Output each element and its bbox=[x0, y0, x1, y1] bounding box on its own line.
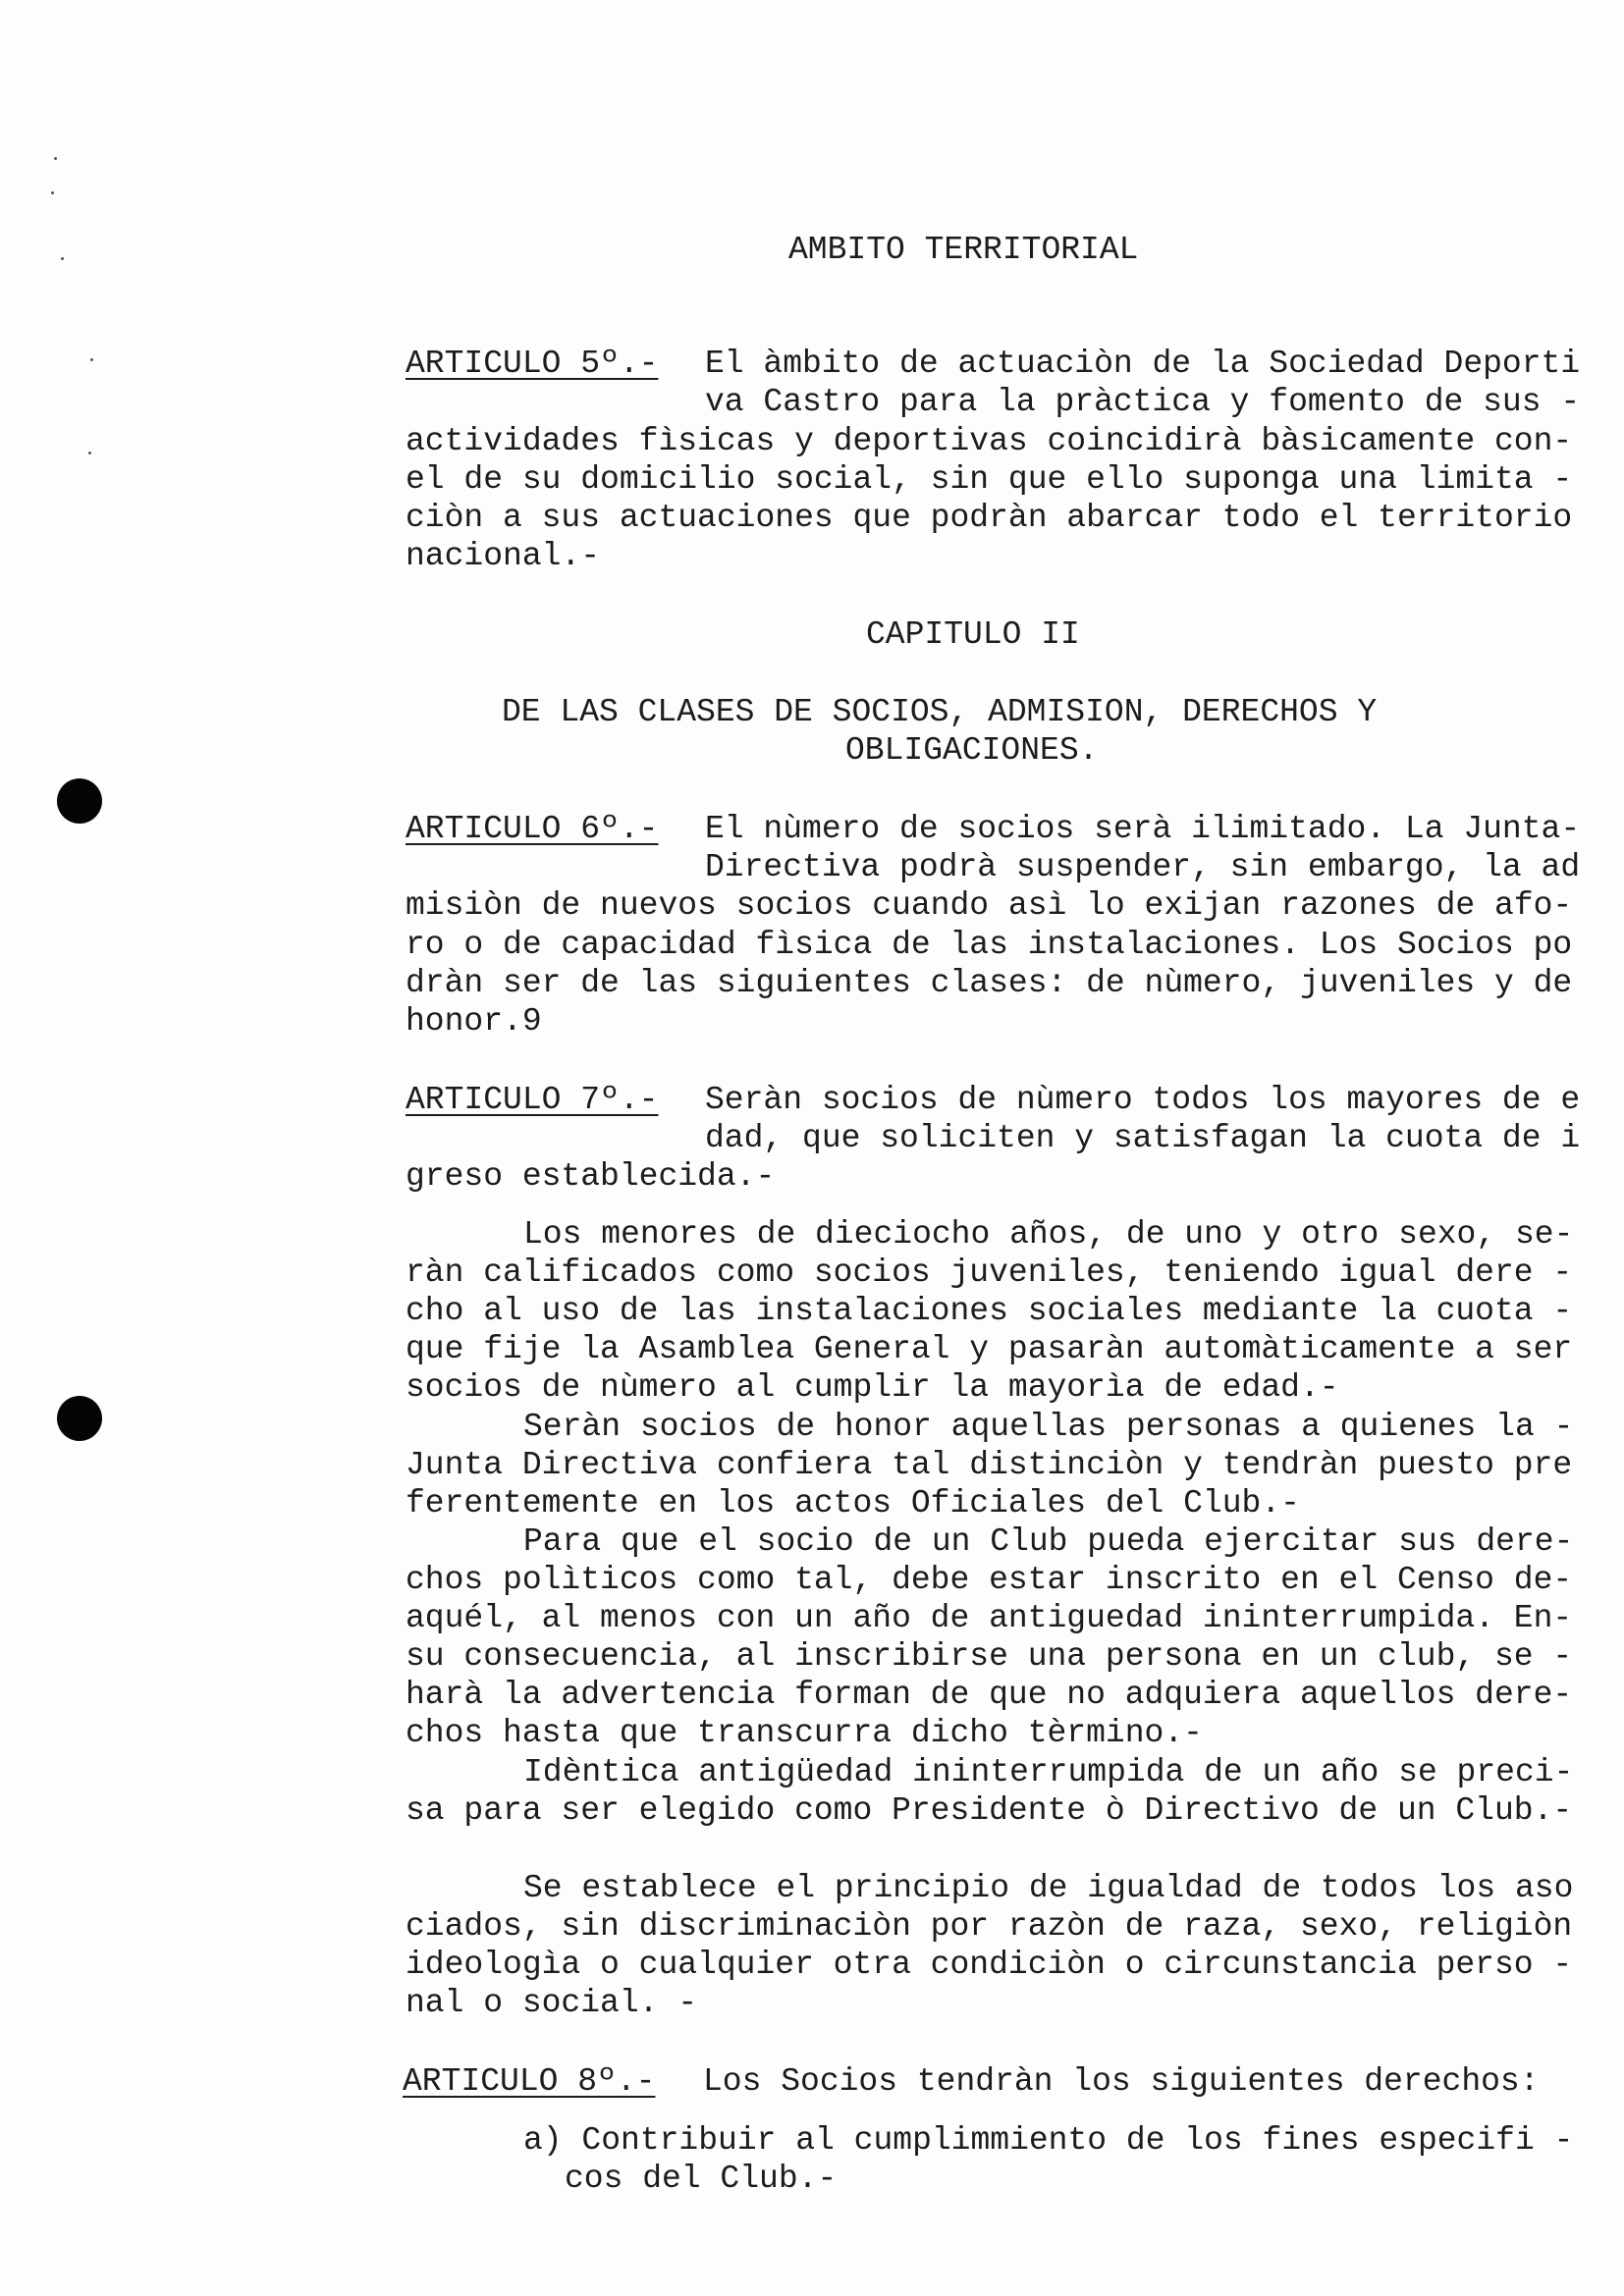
article-6-label: ARTICULO 6º.- bbox=[406, 811, 659, 847]
speck bbox=[61, 257, 64, 260]
article-8-item-a-line: a) Contribuir al cumplimmiento de los fines especifi - bbox=[523, 2122, 1574, 2159]
article-7-line: aquél, al menos con un año de antiguedad ininterrumpida. En- bbox=[406, 1600, 1573, 1636]
article-7-line: nal o social. - bbox=[406, 1985, 698, 2021]
article-7-line: dad, que soliciten y satisfagan la cuota de i bbox=[705, 1120, 1581, 1156]
article-7-line: Para que el socio de un Club pueda ejercitar sus dere- bbox=[523, 1523, 1574, 1560]
article-7-line: su consecuencia, al inscribirse una persona en un club, se - bbox=[406, 1638, 1573, 1675]
article-8-label: ARTICULO 8º.- bbox=[403, 2063, 656, 2100]
article-7-line: Se establece el principio de igualdad de todos los aso bbox=[523, 1870, 1574, 1906]
article-7-line: chos hasta que transcurra dicho tèrmino.- bbox=[406, 1715, 1203, 1751]
article-6-line: Directiva podrà suspender, sin embargo, la ad bbox=[705, 849, 1581, 885]
article-6-line: honor.9 bbox=[406, 1003, 542, 1040]
article-6-line: ro o de capacidad fìsica de las instalaciones. Los Socios po bbox=[406, 927, 1573, 963]
article-5-line: nacional.- bbox=[406, 538, 601, 574]
article-7-line: chos polìticos como tal, debe estar inscrito en el Censo de- bbox=[406, 1562, 1573, 1598]
article-7-line: cho al uso de las instalaciones sociales mediante la cuota - bbox=[406, 1293, 1573, 1329]
article-6-line: dràn ser de las siguientes clases: de nùmero, juveniles y de bbox=[406, 965, 1573, 1001]
article-7-line: ferentemente en los actos Oficiales del Club.- bbox=[406, 1485, 1300, 1522]
chapter-title-line: DE LAS CLASES DE SOCIOS, ADMISION, DERECHOS Y bbox=[502, 694, 1378, 730]
article-7-line: Seràn socios de nùmero todos los mayores de e bbox=[705, 1082, 1581, 1118]
article-7-line: socios de nùmero al cumplir la mayorìa de edad.- bbox=[406, 1369, 1339, 1406]
section-heading: AMBITO TERRITORIAL bbox=[788, 232, 1139, 268]
speck bbox=[54, 157, 57, 160]
article-5-line: el de su domicilio social, sin que ello suponga una limita - bbox=[406, 461, 1573, 498]
binder-hole-top bbox=[57, 778, 102, 824]
article-7-line: ràn calificados como socios juveniles, teniendo igual dere - bbox=[406, 1255, 1573, 1291]
article-6-line: El nùmero de socios serà ilimitado. La Junta- bbox=[705, 811, 1581, 847]
binder-hole-bottom bbox=[57, 1396, 102, 1441]
article-7-line: Junta Directiva confiera tal distinciòn y tendràn puesto pre bbox=[406, 1447, 1573, 1483]
article-7-line: ciados, sin discriminaciòn por razòn de raza, sexo, religiòn bbox=[406, 1908, 1573, 1945]
article-5-label: ARTICULO 5º.- bbox=[406, 346, 659, 382]
article-5-line: actividades fìsicas y deportivas coincidirà bàsicamente con- bbox=[406, 423, 1573, 459]
article-6-line: misiòn de nuevos socios cuando asì lo exijan razones de afo- bbox=[406, 887, 1573, 924]
article-7-line: harà la advertencia forman de que no adquiera aquellos dere- bbox=[406, 1677, 1573, 1713]
chapter-number: CAPITULO II bbox=[866, 616, 1080, 653]
article-5-line: ciòn a sus actuaciones que podràn abarcar todo el territorio bbox=[406, 500, 1573, 536]
article-7-line: sa para ser elegido como Presidente ò Directivo de un Club.- bbox=[406, 1792, 1573, 1829]
article-7-line: Idèntica antigüedad ininterrumpida de un año se preci- bbox=[523, 1754, 1574, 1790]
speck bbox=[90, 358, 93, 361]
article-7-line: Seràn socios de honor aquellas personas a quienes la - bbox=[523, 1409, 1574, 1445]
article-7-line: ideologìa o cualquier otra condiciòn o circunstancia perso - bbox=[406, 1947, 1573, 1983]
article-5-line: va Castro para la pràctica y fomento de sus - bbox=[705, 384, 1581, 420]
speck bbox=[51, 191, 54, 194]
speck bbox=[88, 452, 91, 454]
article-7-line: que fije la Asamblea General y pasaràn automàticamente a ser bbox=[406, 1331, 1573, 1367]
article-7-line: Los menores de dieciocho años, de uno y otro sexo, se- bbox=[523, 1216, 1574, 1253]
article-7-label: ARTICULO 7º.- bbox=[406, 1082, 659, 1118]
article-8-item-a-line: cos del Club.- bbox=[565, 2161, 838, 2197]
chapter-title-line: OBLIGACIONES. bbox=[845, 732, 1099, 769]
article-7-line: greso establecida.- bbox=[406, 1158, 776, 1195]
article-8-intro: Los Socios tendràn los siguientes derechos: bbox=[703, 2063, 1540, 2100]
article-5-line: El àmbito de actuaciòn de la Sociedad Deporti bbox=[705, 346, 1581, 382]
